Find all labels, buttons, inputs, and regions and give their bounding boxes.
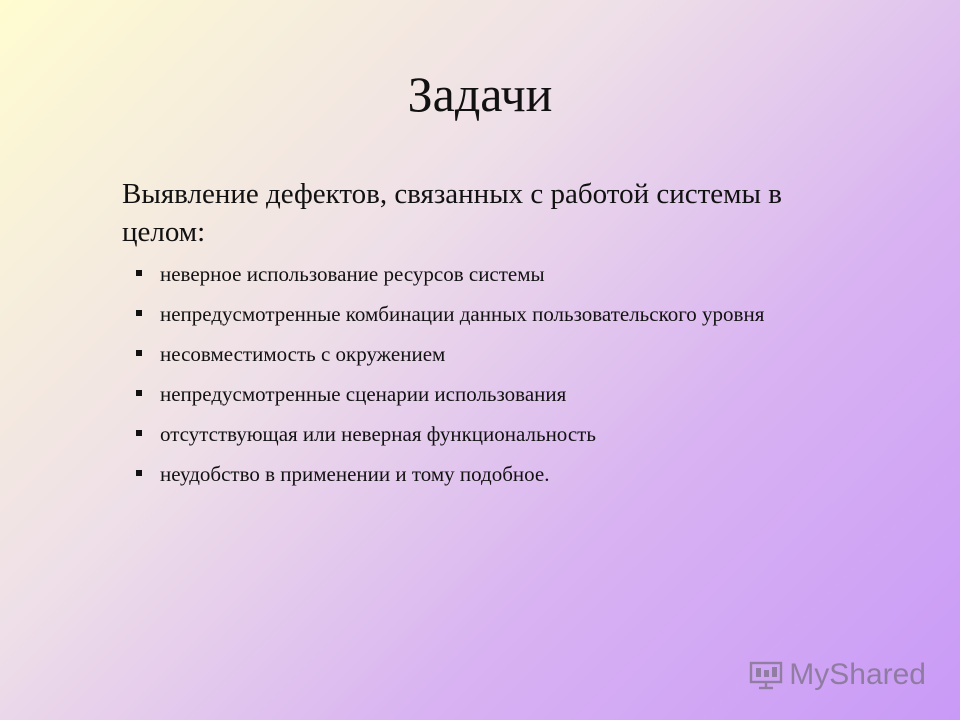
- bullet-list: [122, 261, 842, 488]
- lead-text: Выявление дефектов, связанных с работой системы в целом:: [122, 178, 782, 248]
- square-bullet-icon: [136, 430, 142, 436]
- bullet-item: [136, 461, 842, 488]
- bullet-item: [136, 301, 842, 328]
- bullet-text: несовместимость с окружением: [160, 342, 446, 366]
- bullet-text: неверное использование ресурсов системы: [160, 262, 545, 286]
- presentation-board-icon: [749, 660, 783, 690]
- square-bullet-icon: [136, 350, 142, 356]
- bullet-text: отсутствующая или неверная функциональность: [160, 422, 596, 446]
- square-bullet-icon: [136, 470, 142, 476]
- watermark-logo: [749, 658, 926, 692]
- bullet-item: [136, 381, 842, 408]
- bullet-text: непредусмотренные комбинации данных пользовательского уровня: [160, 302, 765, 326]
- square-bullet-icon: [136, 390, 142, 396]
- bullet-item: [136, 341, 842, 368]
- slide-content: [122, 175, 842, 501]
- bullet-item: [136, 421, 842, 448]
- bullet-text: неудобство в применении и тому подобное.: [160, 462, 550, 486]
- bullet-text: непредусмотренные сценарии использования: [160, 382, 567, 406]
- bullet-item: [136, 261, 842, 288]
- watermark-text: MyShared: [789, 658, 926, 691]
- square-bullet-icon: [136, 310, 142, 316]
- square-bullet-icon: [136, 270, 142, 276]
- slide-title: Задачи: [407, 66, 553, 122]
